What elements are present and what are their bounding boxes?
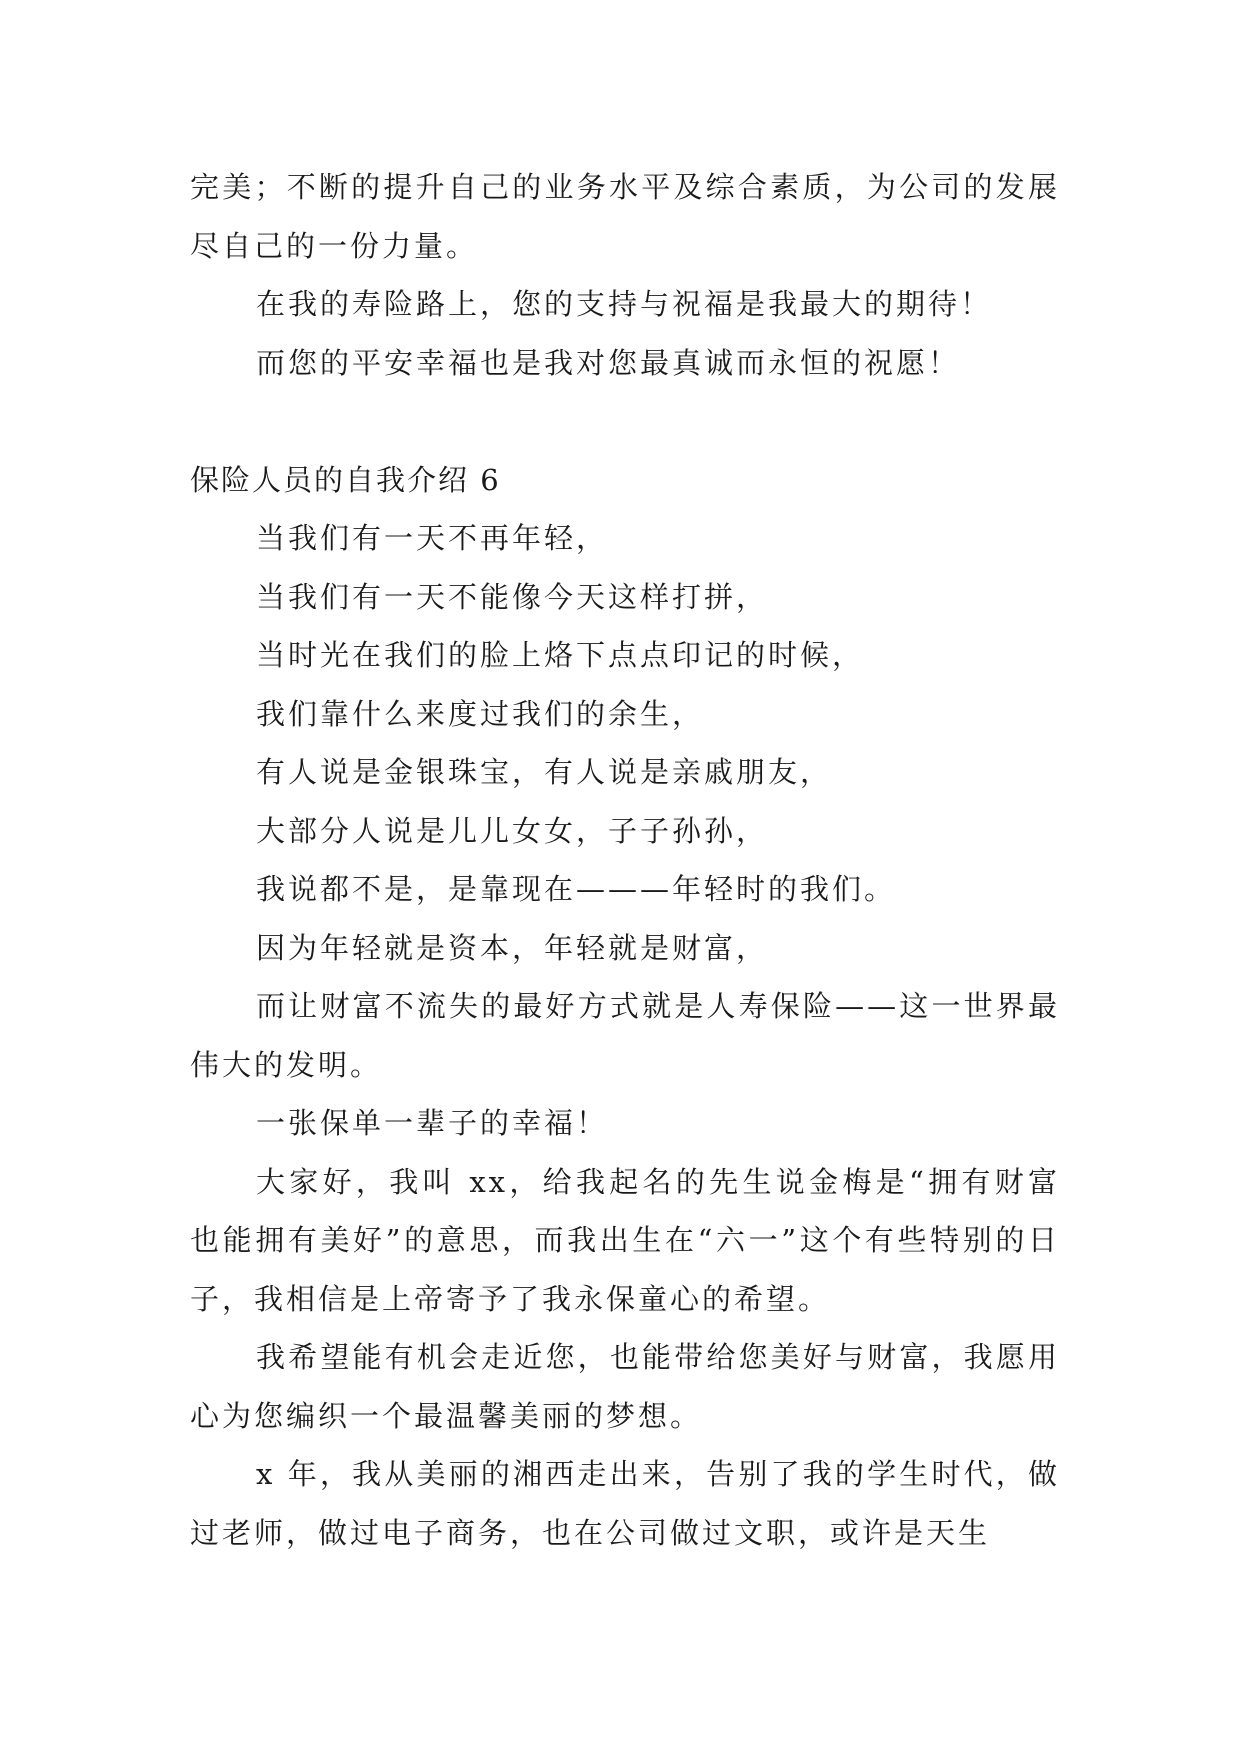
paragraph: 当我们有一天不再年轻， [256,521,609,555]
paragraph: 而让财富不流失的最好方式就是人寿保险——这一世界最伟大的发明。 [190,989,1060,1082]
paragraph: 一张保单一辈子的幸福！ [256,1106,609,1140]
paragraph: 我们靠什么来度过我们的余生， [256,696,705,731]
paragraph: 大部分人说是儿儿女女，子子孙孙， [256,813,769,848]
paragraph: 当时光在我们的脸上烙下点点印记的时候， [256,638,865,672]
spacer [190,392,1060,451]
document-body [190,158,1060,1562]
paragraph: 有人说是金银珠宝，有人说是亲戚朋友， [256,755,833,789]
paragraph: 我说都不是，是靠现在———年轻时的我们。 [256,872,897,906]
paragraph: 大家好，我叫 xx，给我起名的先生说金梅是“拥有财富也能拥有美好”的意思，而我出生在“六一”这个有些特别的日子，我相信是上帝寄予了我永保童心的希望。 [190,1164,1060,1316]
section-heading: 保险人员的自我介绍 6 [190,462,501,497]
paragraph: 我希望能有机会走近您，也能带给您美好与财富，我愿用心为您编织一个最温馨美丽的梦想。 [190,1340,1060,1433]
paragraph: 在我的寿险路上，您的支持与祝福是我最大的期待！ [256,287,993,321]
paragraph: x 年，我从美丽的湘西走出来，告别了我的学生时代，做过老师，做过电子商务，也在公司做过文职，或许是天生 [190,1457,1060,1550]
paragraph: 当我们有一天不能像今天这样打拼， [256,579,769,614]
paragraph: 完美；不断的提升自己的业务水平及综合素质，为公司的发展尽自己的一份力量。 [190,170,1060,263]
paragraph: 因为年轻就是资本，年轻就是财富， [256,930,769,965]
paragraph: 而您的平安幸福也是我对您最真诚而永恒的祝愿！ [256,345,961,380]
